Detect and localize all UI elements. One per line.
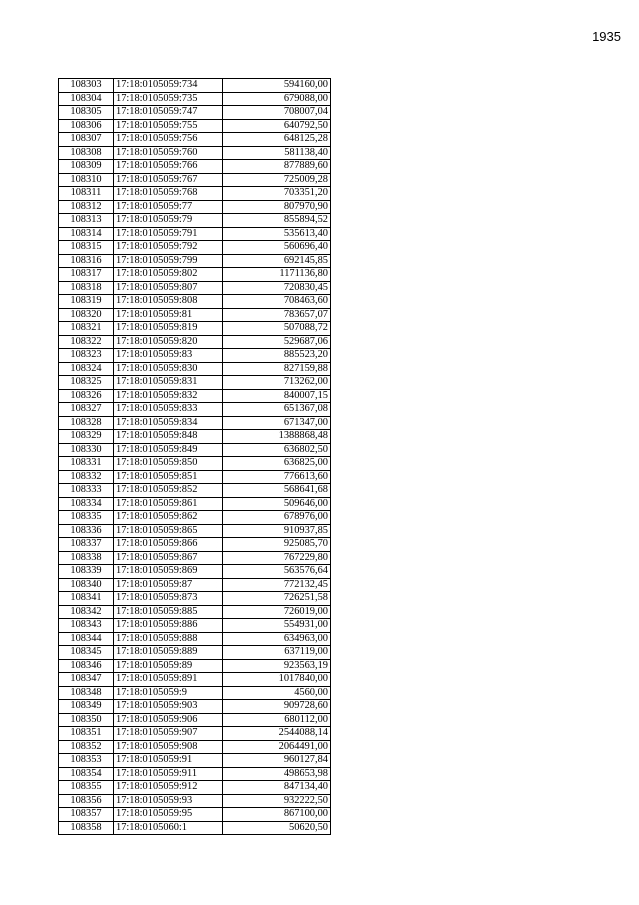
- table-row: [59, 484, 331, 498]
- row-number-cell: 108322: [59, 335, 114, 349]
- table-row: [59, 821, 331, 835]
- cadastral-number-cell: 17:18:0105059:848: [114, 430, 223, 444]
- table-row: [59, 632, 331, 646]
- cadastral-number-cell: 17:18:0105059:95: [114, 808, 223, 822]
- cadastral-number-cell: 17:18:0105059:849: [114, 443, 223, 457]
- cadastral-value-cell: 636825,00: [223, 457, 331, 471]
- table-row: [59, 727, 331, 741]
- cadastral-value-cell: 594160,00: [223, 79, 331, 93]
- table-row: [59, 416, 331, 430]
- cadastral-value-cell: 2064491,00: [223, 740, 331, 754]
- cadastral-number-cell: 17:18:0105059:891: [114, 673, 223, 687]
- table-row: [59, 565, 331, 579]
- cadastral-number-cell: 17:18:0105059:832: [114, 389, 223, 403]
- cadastral-value-cell: 885523,20: [223, 349, 331, 363]
- table-row: [59, 808, 331, 822]
- table-row: [59, 430, 331, 444]
- cadastral-value-cell: 827159,88: [223, 362, 331, 376]
- row-number-cell: 108306: [59, 119, 114, 133]
- cadastral-value-cell: 783657,07: [223, 308, 331, 322]
- cadastral-value-cell: 637119,00: [223, 646, 331, 660]
- table-row: [59, 92, 331, 106]
- cadastral-number-cell: 17:18:0105059:791: [114, 227, 223, 241]
- table-row: [59, 497, 331, 511]
- row-number-cell: 108337: [59, 538, 114, 552]
- cadastral-number-cell: 17:18:0105059:808: [114, 295, 223, 309]
- table-row: [59, 511, 331, 525]
- cadastral-number-cell: 17:18:0105059:852: [114, 484, 223, 498]
- table-row: [59, 578, 331, 592]
- cadastral-value-cell: 767229,80: [223, 551, 331, 565]
- cadastral-value-cell: 726251,58: [223, 592, 331, 606]
- cadastral-number-cell: 17:18:0105059:79: [114, 214, 223, 228]
- cadastral-number-cell: 17:18:0105059:799: [114, 254, 223, 268]
- row-number-cell: 108341: [59, 592, 114, 606]
- cadastral-value-cell: 529687,06: [223, 335, 331, 349]
- row-number-cell: 108321: [59, 322, 114, 336]
- table-row: [59, 457, 331, 471]
- table-row: [59, 119, 331, 133]
- cadastral-value-cell: 640792,50: [223, 119, 331, 133]
- table-row: [59, 160, 331, 174]
- table-row: [59, 524, 331, 538]
- cadastral-number-cell: 17:18:0105059:865: [114, 524, 223, 538]
- table-row: [59, 443, 331, 457]
- cadastral-number-cell: 17:18:0105059:907: [114, 727, 223, 741]
- row-number-cell: 108358: [59, 821, 114, 835]
- row-number-cell: 108350: [59, 713, 114, 727]
- row-number-cell: 108319: [59, 295, 114, 309]
- row-number-cell: 108343: [59, 619, 114, 633]
- table-row: [59, 322, 331, 336]
- table-row: [59, 227, 331, 241]
- cadastral-number-cell: 17:18:0105059:833: [114, 403, 223, 417]
- table-row: [59, 133, 331, 147]
- cadastral-value-cell: 708007,04: [223, 106, 331, 120]
- cadastral-value-cell: 855894,52: [223, 214, 331, 228]
- table-row: [59, 389, 331, 403]
- cadastral-value-cell: 692145,85: [223, 254, 331, 268]
- cadastral-number-cell: 17:18:0105059:768: [114, 187, 223, 201]
- cadastral-value-cell: 840007,15: [223, 389, 331, 403]
- table-row: [59, 673, 331, 687]
- row-number-cell: 108356: [59, 794, 114, 808]
- table-row: [59, 551, 331, 565]
- cadastral-number-cell: 17:18:0105059:830: [114, 362, 223, 376]
- row-number-cell: 108334: [59, 497, 114, 511]
- cadastral-value-cell: 910937,85: [223, 524, 331, 538]
- cadastral-value-cell: 560696,40: [223, 241, 331, 255]
- cadastral-number-cell: 17:18:0105059:802: [114, 268, 223, 282]
- table-row: [59, 538, 331, 552]
- cadastral-value-cell: 703351,20: [223, 187, 331, 201]
- row-number-cell: 108335: [59, 511, 114, 525]
- cadastral-value-cell: 535613,40: [223, 227, 331, 241]
- row-number-cell: 108355: [59, 781, 114, 795]
- table-row: [59, 592, 331, 606]
- cadastral-number-cell: 17:18:0105059:861: [114, 497, 223, 511]
- cadastral-number-cell: 17:18:0105059:912: [114, 781, 223, 795]
- table-body: [59, 79, 331, 835]
- row-number-cell: 108324: [59, 362, 114, 376]
- row-number-cell: 108332: [59, 470, 114, 484]
- row-number-cell: 108345: [59, 646, 114, 660]
- cadastral-value-cell: 960127,84: [223, 754, 331, 768]
- cadastral-number-cell: 17:18:0105059:807: [114, 281, 223, 295]
- cadastral-number-cell: 17:18:0105059:87: [114, 578, 223, 592]
- row-number-cell: 108329: [59, 430, 114, 444]
- table-row: [59, 295, 331, 309]
- table-row: [59, 767, 331, 781]
- row-number-cell: 108331: [59, 457, 114, 471]
- cadastral-value-cell: 651367,08: [223, 403, 331, 417]
- row-number-cell: 108318: [59, 281, 114, 295]
- cadastral-number-cell: 17:18:0105059:81: [114, 308, 223, 322]
- cadastral-value-cell: 509646,00: [223, 497, 331, 511]
- table-row: [59, 106, 331, 120]
- cadastral-value-cell: 720830,45: [223, 281, 331, 295]
- table-row: [59, 281, 331, 295]
- cadastral-number-cell: 17:18:0105059:834: [114, 416, 223, 430]
- cadastral-number-cell: 17:18:0105059:747: [114, 106, 223, 120]
- row-number-cell: 108307: [59, 133, 114, 147]
- cadastral-value-cell: 1171136,80: [223, 268, 331, 282]
- row-number-cell: 108352: [59, 740, 114, 754]
- cadastral-number-cell: 17:18:0105059:866: [114, 538, 223, 552]
- table-row: [59, 376, 331, 390]
- cadastral-number-cell: 17:18:0105059:792: [114, 241, 223, 255]
- cadastral-value-cell: 563576,64: [223, 565, 331, 579]
- table-row: [59, 659, 331, 673]
- table-row: [59, 754, 331, 768]
- cadastral-value-cell: 713262,00: [223, 376, 331, 390]
- cadastral-number-cell: 17:18:0105059:89: [114, 659, 223, 673]
- cadastral-value-cell: 680112,00: [223, 713, 331, 727]
- cadastral-value-cell: 678976,00: [223, 511, 331, 525]
- row-number-cell: 108315: [59, 241, 114, 255]
- cadastral-value-cell: 636802,50: [223, 443, 331, 457]
- cadastral-number-cell: 17:18:0105059:908: [114, 740, 223, 754]
- cadastral-number-cell: 17:18:0105059:886: [114, 619, 223, 633]
- row-number-cell: 108316: [59, 254, 114, 268]
- table-row: [59, 605, 331, 619]
- cadastral-number-cell: 17:18:0105059:77: [114, 200, 223, 214]
- table-row: [59, 241, 331, 255]
- cadastral-number-cell: 17:18:0105059:889: [114, 646, 223, 660]
- row-number-cell: 108347: [59, 673, 114, 687]
- row-number-cell: 108328: [59, 416, 114, 430]
- cadastral-value-cell: 932222,50: [223, 794, 331, 808]
- row-number-cell: 108340: [59, 578, 114, 592]
- cadastral-value-cell: 4560,00: [223, 686, 331, 700]
- cadastral-value-cell: 50620,50: [223, 821, 331, 835]
- table-row: [59, 619, 331, 633]
- row-number-cell: 108327: [59, 403, 114, 417]
- cadastral-number-cell: 17:18:0105060:1: [114, 821, 223, 835]
- row-number-cell: 108303: [59, 79, 114, 93]
- cadastral-value-cell: 568641,68: [223, 484, 331, 498]
- cadastral-number-cell: 17:18:0105059:760: [114, 146, 223, 160]
- cadastral-number-cell: 17:18:0105059:820: [114, 335, 223, 349]
- cadastral-number-cell: 17:18:0105059:851: [114, 470, 223, 484]
- row-number-cell: 108313: [59, 214, 114, 228]
- cadastral-number-cell: 17:18:0105059:755: [114, 119, 223, 133]
- cadastral-value-cell: 867100,00: [223, 808, 331, 822]
- cadastral-value-cell: 708463,60: [223, 295, 331, 309]
- cadastral-number-cell: 17:18:0105059:906: [114, 713, 223, 727]
- row-number-cell: 108342: [59, 605, 114, 619]
- cadastral-value-cell: 648125,28: [223, 133, 331, 147]
- row-number-cell: 108326: [59, 389, 114, 403]
- row-number-cell: 108344: [59, 632, 114, 646]
- row-number-cell: 108330: [59, 443, 114, 457]
- row-number-cell: 108325: [59, 376, 114, 390]
- cadastral-number-cell: 17:18:0105059:756: [114, 133, 223, 147]
- cadastral-value-cell: 807970,90: [223, 200, 331, 214]
- table-row: [59, 214, 331, 228]
- row-number-cell: 108305: [59, 106, 114, 120]
- table-row: [59, 646, 331, 660]
- table-row: [59, 403, 331, 417]
- table-row: [59, 713, 331, 727]
- cadastral-number-cell: 17:18:0105059:873: [114, 592, 223, 606]
- cadastral-value-cell: 877889,60: [223, 160, 331, 174]
- cadastral-value-cell: 726019,00: [223, 605, 331, 619]
- cadastral-value-cell: 634963,00: [223, 632, 331, 646]
- table-row: [59, 268, 331, 282]
- row-number-cell: 108338: [59, 551, 114, 565]
- table-row: [59, 740, 331, 754]
- cadastral-value-cell: 671347,00: [223, 416, 331, 430]
- table-row: [59, 335, 331, 349]
- row-number-cell: 108353: [59, 754, 114, 768]
- table-row: [59, 700, 331, 714]
- table-row: [59, 794, 331, 808]
- cadastral-number-cell: 17:18:0105059:885: [114, 605, 223, 619]
- cadastral-value-cell: 923563,19: [223, 659, 331, 673]
- cadastral-value-cell: 679088,00: [223, 92, 331, 106]
- row-number-cell: 108310: [59, 173, 114, 187]
- table-row: [59, 200, 331, 214]
- cadastral-value-cell: 925085,70: [223, 538, 331, 552]
- cadastral-number-cell: 17:18:0105059:735: [114, 92, 223, 106]
- table-row: [59, 79, 331, 93]
- cadastral-value-cell: 498653,98: [223, 767, 331, 781]
- cadastral-value-cell: 772132,45: [223, 578, 331, 592]
- table-row: [59, 146, 331, 160]
- table-row: [59, 781, 331, 795]
- row-number-cell: 108346: [59, 659, 114, 673]
- cadastral-number-cell: 17:18:0105059:91: [114, 754, 223, 768]
- cadastral-number-cell: 17:18:0105059:867: [114, 551, 223, 565]
- row-number-cell: 108317: [59, 268, 114, 282]
- cadastral-value-cell: 909728,60: [223, 700, 331, 714]
- row-number-cell: 108308: [59, 146, 114, 160]
- row-number-cell: 108304: [59, 92, 114, 106]
- row-number-cell: 108336: [59, 524, 114, 538]
- cadastral-value-table: [58, 78, 331, 835]
- row-number-cell: 108311: [59, 187, 114, 201]
- row-number-cell: 108348: [59, 686, 114, 700]
- table-row: [59, 362, 331, 376]
- table-row: [59, 349, 331, 363]
- cadastral-value-cell: 554931,00: [223, 619, 331, 633]
- cadastral-number-cell: 17:18:0105059:831: [114, 376, 223, 390]
- cadastral-value-cell: 1388868,48: [223, 430, 331, 444]
- cadastral-number-cell: 17:18:0105059:911: [114, 767, 223, 781]
- row-number-cell: 108320: [59, 308, 114, 322]
- cadastral-value-cell: 776613,60: [223, 470, 331, 484]
- row-number-cell: 108309: [59, 160, 114, 174]
- table-row: [59, 254, 331, 268]
- row-number-cell: 108351: [59, 727, 114, 741]
- cadastral-value-cell: 507088,72: [223, 322, 331, 336]
- cadastral-number-cell: 17:18:0105059:888: [114, 632, 223, 646]
- cadastral-number-cell: 17:18:0105059:93: [114, 794, 223, 808]
- table-row: [59, 470, 331, 484]
- row-number-cell: 108339: [59, 565, 114, 579]
- cadastral-value-cell: 2544088,14: [223, 727, 331, 741]
- cadastral-value-cell: 725009,28: [223, 173, 331, 187]
- cadastral-number-cell: 17:18:0105059:734: [114, 79, 223, 93]
- row-number-cell: 108357: [59, 808, 114, 822]
- cadastral-number-cell: 17:18:0105059:862: [114, 511, 223, 525]
- row-number-cell: 108312: [59, 200, 114, 214]
- row-number-cell: 108349: [59, 700, 114, 714]
- cadastral-number-cell: 17:18:0105059:869: [114, 565, 223, 579]
- cadastral-number-cell: 17:18:0105059:903: [114, 700, 223, 714]
- row-number-cell: 108323: [59, 349, 114, 363]
- page-number: 1935: [592, 29, 621, 44]
- cadastral-number-cell: 17:18:0105059:819: [114, 322, 223, 336]
- cadastral-number-cell: 17:18:0105059:767: [114, 173, 223, 187]
- table-row: [59, 686, 331, 700]
- cadastral-number-cell: 17:18:0105059:9: [114, 686, 223, 700]
- cadastral-number-cell: 17:18:0105059:766: [114, 160, 223, 174]
- cadastral-value-cell: 1017840,00: [223, 673, 331, 687]
- table-row: [59, 173, 331, 187]
- cadastral-value-cell: 581138,40: [223, 146, 331, 160]
- cadastral-number-cell: 17:18:0105059:850: [114, 457, 223, 471]
- cadastral-number-cell: 17:18:0105059:83: [114, 349, 223, 363]
- cadastral-value-cell: 847134,40: [223, 781, 331, 795]
- table-row: [59, 308, 331, 322]
- row-number-cell: 108354: [59, 767, 114, 781]
- row-number-cell: 108333: [59, 484, 114, 498]
- row-number-cell: 108314: [59, 227, 114, 241]
- table-row: [59, 187, 331, 201]
